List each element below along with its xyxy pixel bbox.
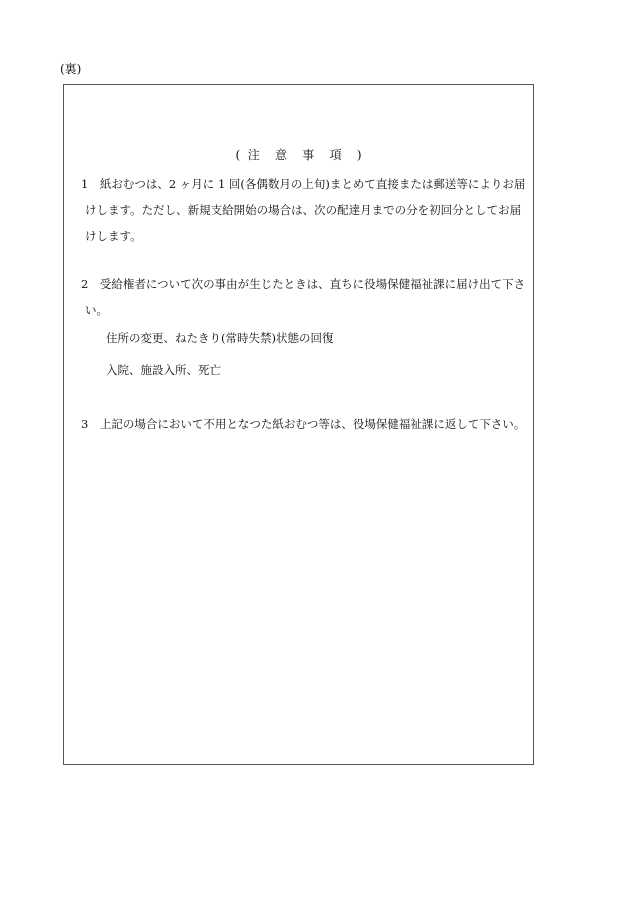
notice-item-1-line-3: けします。 [85, 229, 142, 243]
notice-item-3-line-1: 3 上記の場合において不用となつた紙おむつ等は、役場保健福祉課に返して下さい。 [81, 417, 526, 431]
notice-item-1 [81, 171, 531, 249]
notice-item-1-line-1: 1 紙おむつは、2 ヶ月に 1 回(各偶数月の上旬)まとめて直接または郵送等によりお届 [81, 177, 526, 191]
notice-heading: ( 注 意 事 項 ) [235, 148, 362, 162]
notice-item-2-sub-2: 入院、施設入所、死亡 [106, 363, 221, 377]
notice-item-2 [81, 271, 531, 323]
notice-item-2-line-1: 2 受給権者について次の事由が生じたときは、直ちに役場保健福祉課に届け出て下さ [81, 277, 526, 291]
notice-item-1-line-2: けします。ただし、新規支給開始の場合は、次の配達月までの分を初回分としてお届 [85, 203, 522, 217]
notice-item-3 [81, 411, 531, 437]
notice-item-2-sub-1: 住所の変更、ねたきり(常時失禁)状態の回復 [106, 331, 334, 345]
page-side-label: (裏) [60, 62, 82, 76]
notice-frame [63, 84, 534, 765]
notice-item-2-line-2: い。 [85, 303, 108, 317]
